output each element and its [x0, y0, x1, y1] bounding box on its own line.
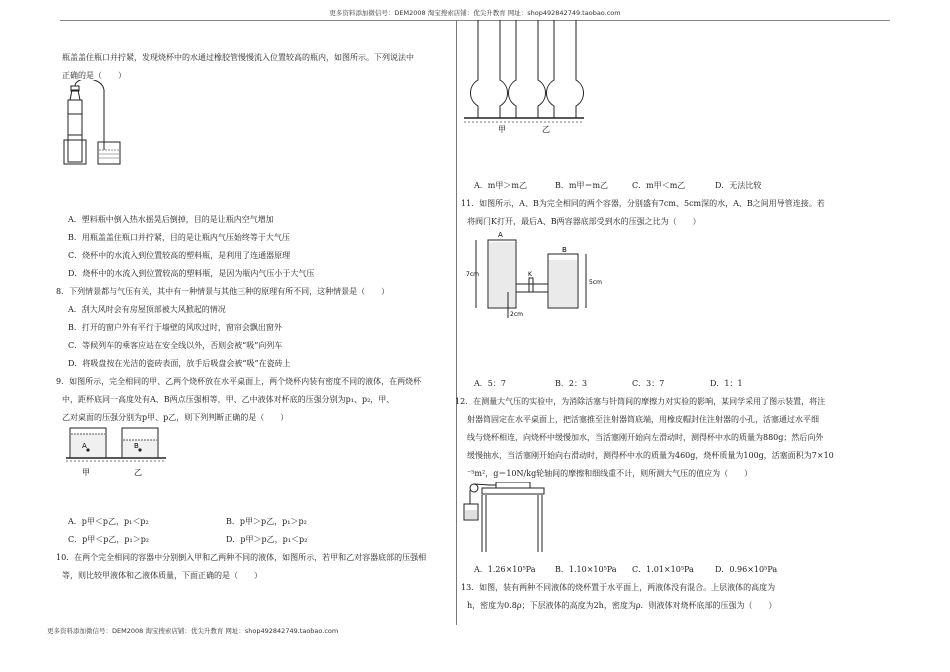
q9-option-a: A．p甲＜p乙，p₁＜p₂: [68, 517, 149, 526]
q13-stem-line1: 13．如图，装有两种不同液体的烧杯置于水平面上，两液体没有混合。上层液体的高度为: [461, 583, 776, 592]
q8-option-c: C．等候列车的乘客应站在安全线以外，否则会被“吸”向列车: [68, 341, 283, 350]
q8-option-d: D．将吸盘按在光洁的瓷砖表面，放手后吸盘会被“吸”在瓷砖上: [68, 359, 291, 368]
q10-label-yi: 乙: [542, 125, 550, 134]
q12-figure-syringe-setup: [462, 482, 552, 556]
q10-stem-line2: 等，则比较甲液体和乙液体质量，下面正确的是（ ）: [62, 571, 262, 580]
q11-stem-line2: 将阀门K打开，最后A、B两容器底部受到水的压强之比为（ ）: [467, 217, 701, 226]
q8-stem: 8．下列情景都与气压有关，其中有一种情景与其他三种的原理有所不同，这种情景是（ ）: [56, 287, 390, 296]
q12-stem-line3: 线与烧杯相连，向烧杯中缓慢加水，当活塞刚开始向左滑动时，测得杯中水的质量为880g；然后向外: [467, 433, 824, 442]
q8-option-b: B．打开的窗户外有平行于墙壁的风吹过时，窗帘会飘出窗外: [68, 323, 282, 332]
q11-label-a: A: [498, 231, 503, 239]
q11-option-d: D．1：1: [710, 379, 743, 388]
q12-option-b: B．1.10×10⁵Pa: [555, 565, 617, 574]
q8-option-a: A．刮大风时会有房屋顶部被大风掀起的情况: [68, 305, 226, 314]
page-header: 更多资料添加微信号：DEM2008 淘宝搜索店铺：优尖升教育 网址：shop492842749.taobao.com: [329, 9, 621, 17]
q9-stem-line3: 乙对桌面的压强分别为p甲、p乙，则下列判断正确的是（ ）: [62, 413, 289, 422]
q12-option-c: C．1.01×10⁵Pa: [632, 565, 694, 574]
q9-label-b: B: [134, 442, 139, 450]
q11-option-b: B．2：3: [555, 379, 588, 388]
q7-option-b: B．用瓶盖盖住瓶口并拧紧，目的是让瓶内气压始终等于大气压: [68, 233, 290, 242]
q7-option-c: C．烧杯中的水流入到位置较高的塑料瓶，是利用了连通器原理: [68, 251, 291, 260]
q11-stem-line1: 11．如图所示，A、B为完全相同的两个容器，分别盛有7cm、5cm深的水，A、B之间用导管连接。若: [461, 199, 825, 208]
column-divider: [456, 20, 457, 625]
q11-label-7cm: 7cm: [466, 271, 479, 278]
q9-figure-beakers: [62, 420, 172, 480]
q7-option-a: A．塑料瓶中倒入热水摇晃后倒掉，目的是让瓶内空气增加: [68, 215, 274, 224]
q12-stem-line1: 12．在测量大气压的实验中，为消除活塞与针筒间的摩擦力对实验的影响，某同学采用了图示装置，将注: [455, 397, 826, 406]
q9-label-jia: 甲: [82, 468, 90, 477]
q9-label-yi: 乙: [134, 468, 142, 477]
q10-option-c: C．m甲＜m乙: [632, 181, 686, 190]
q9-stem-line2: 中，距杯底同一高度处有A、B两点压强相等，甲、乙中液体对杯底的压强分别为p₁、p₂，甲、: [62, 395, 395, 404]
q9-option-d: D．p甲＞p乙，p₁＜p₂: [226, 535, 308, 544]
q11-option-c: C．3：7: [632, 379, 665, 388]
q11-label-2cm: 2cm: [510, 311, 523, 318]
q10-label-jia: 甲: [498, 125, 506, 134]
q7-stem-line2: 正确的是（ ）: [62, 71, 126, 80]
q7-stem-line1: 瓶盖盖住瓶口并拧紧，发现烧杯中的水通过橡胶管慢慢流入位置较高的瓶内，如图所示。下列说法中: [62, 53, 414, 62]
q9-option-b: B．p甲＞p乙，p₁＞p₂: [226, 517, 307, 526]
q7-figure-bottle-beaker: [60, 80, 130, 170]
q11-label-b: B: [562, 246, 567, 254]
q13-stem-line2: h，密度为0.8ρ；下层液体的高度为2h，密度为ρ．则液体对烧杯底部的压强为（ ）: [467, 601, 777, 610]
q12-stem-line5: ⁻⁵m²，g＝10N/kg轮轴间的摩擦和细线重不计，则所测大气压的值应为（ ）: [467, 469, 753, 478]
q12-stem-line2: 射器筒固定在水平桌面上，把活塞推至注射器筒底端，用橡皮帽封住注射器的小孔，活塞通过水平细: [467, 415, 819, 424]
q12-option-d: D．0.96×10⁵Pa: [715, 565, 778, 574]
q11-option-a: A．5：7: [474, 379, 506, 388]
q9-option-c: C．p甲＜p乙，p₁＞p₂: [68, 535, 150, 544]
q10-option-d: D．无法比较: [715, 181, 762, 190]
q11-label-k: K: [528, 271, 532, 278]
q10-option-b: B．m甲＝m乙: [555, 181, 609, 190]
q11-figure-containers: [466, 228, 606, 324]
q10-stem-line1: 10．在两个完全相同的容器中分别倒入甲和乙两种不同的液体，如图所示，若甲和乙对容器底部的压强相: [56, 553, 427, 562]
q12-stem-line4: 缓慢抽水，当活塞刚开始向右滑动时，测得杯中水的质量为460g，烧杯质量为100g，活塞面积为7×10: [467, 451, 834, 460]
q11-label-5cm: 5cm: [589, 279, 602, 286]
q9-label-a: A: [82, 442, 87, 450]
page-footer: 更多资料添加微信号：DEM2008 淘宝搜索店铺：优尖升教育 网址：shop492842749.taobao.com: [47, 627, 339, 635]
q10-option-a: A．m甲＞m乙: [474, 181, 527, 190]
q9-stem-line1: 9．如图所示，完全相同的甲、乙两个烧杯放在水平桌面上，两个烧杯内装有密度不同的液体，在两烧杯: [56, 377, 422, 386]
q10-figure-containers: [464, 20, 584, 135]
q12-option-a: A．1.26×10⁵Pa: [474, 565, 536, 574]
q7-option-d: D．烧杯中的水流入到位置较高的塑料瓶，是因为瓶内气压小于大气压: [68, 269, 315, 278]
